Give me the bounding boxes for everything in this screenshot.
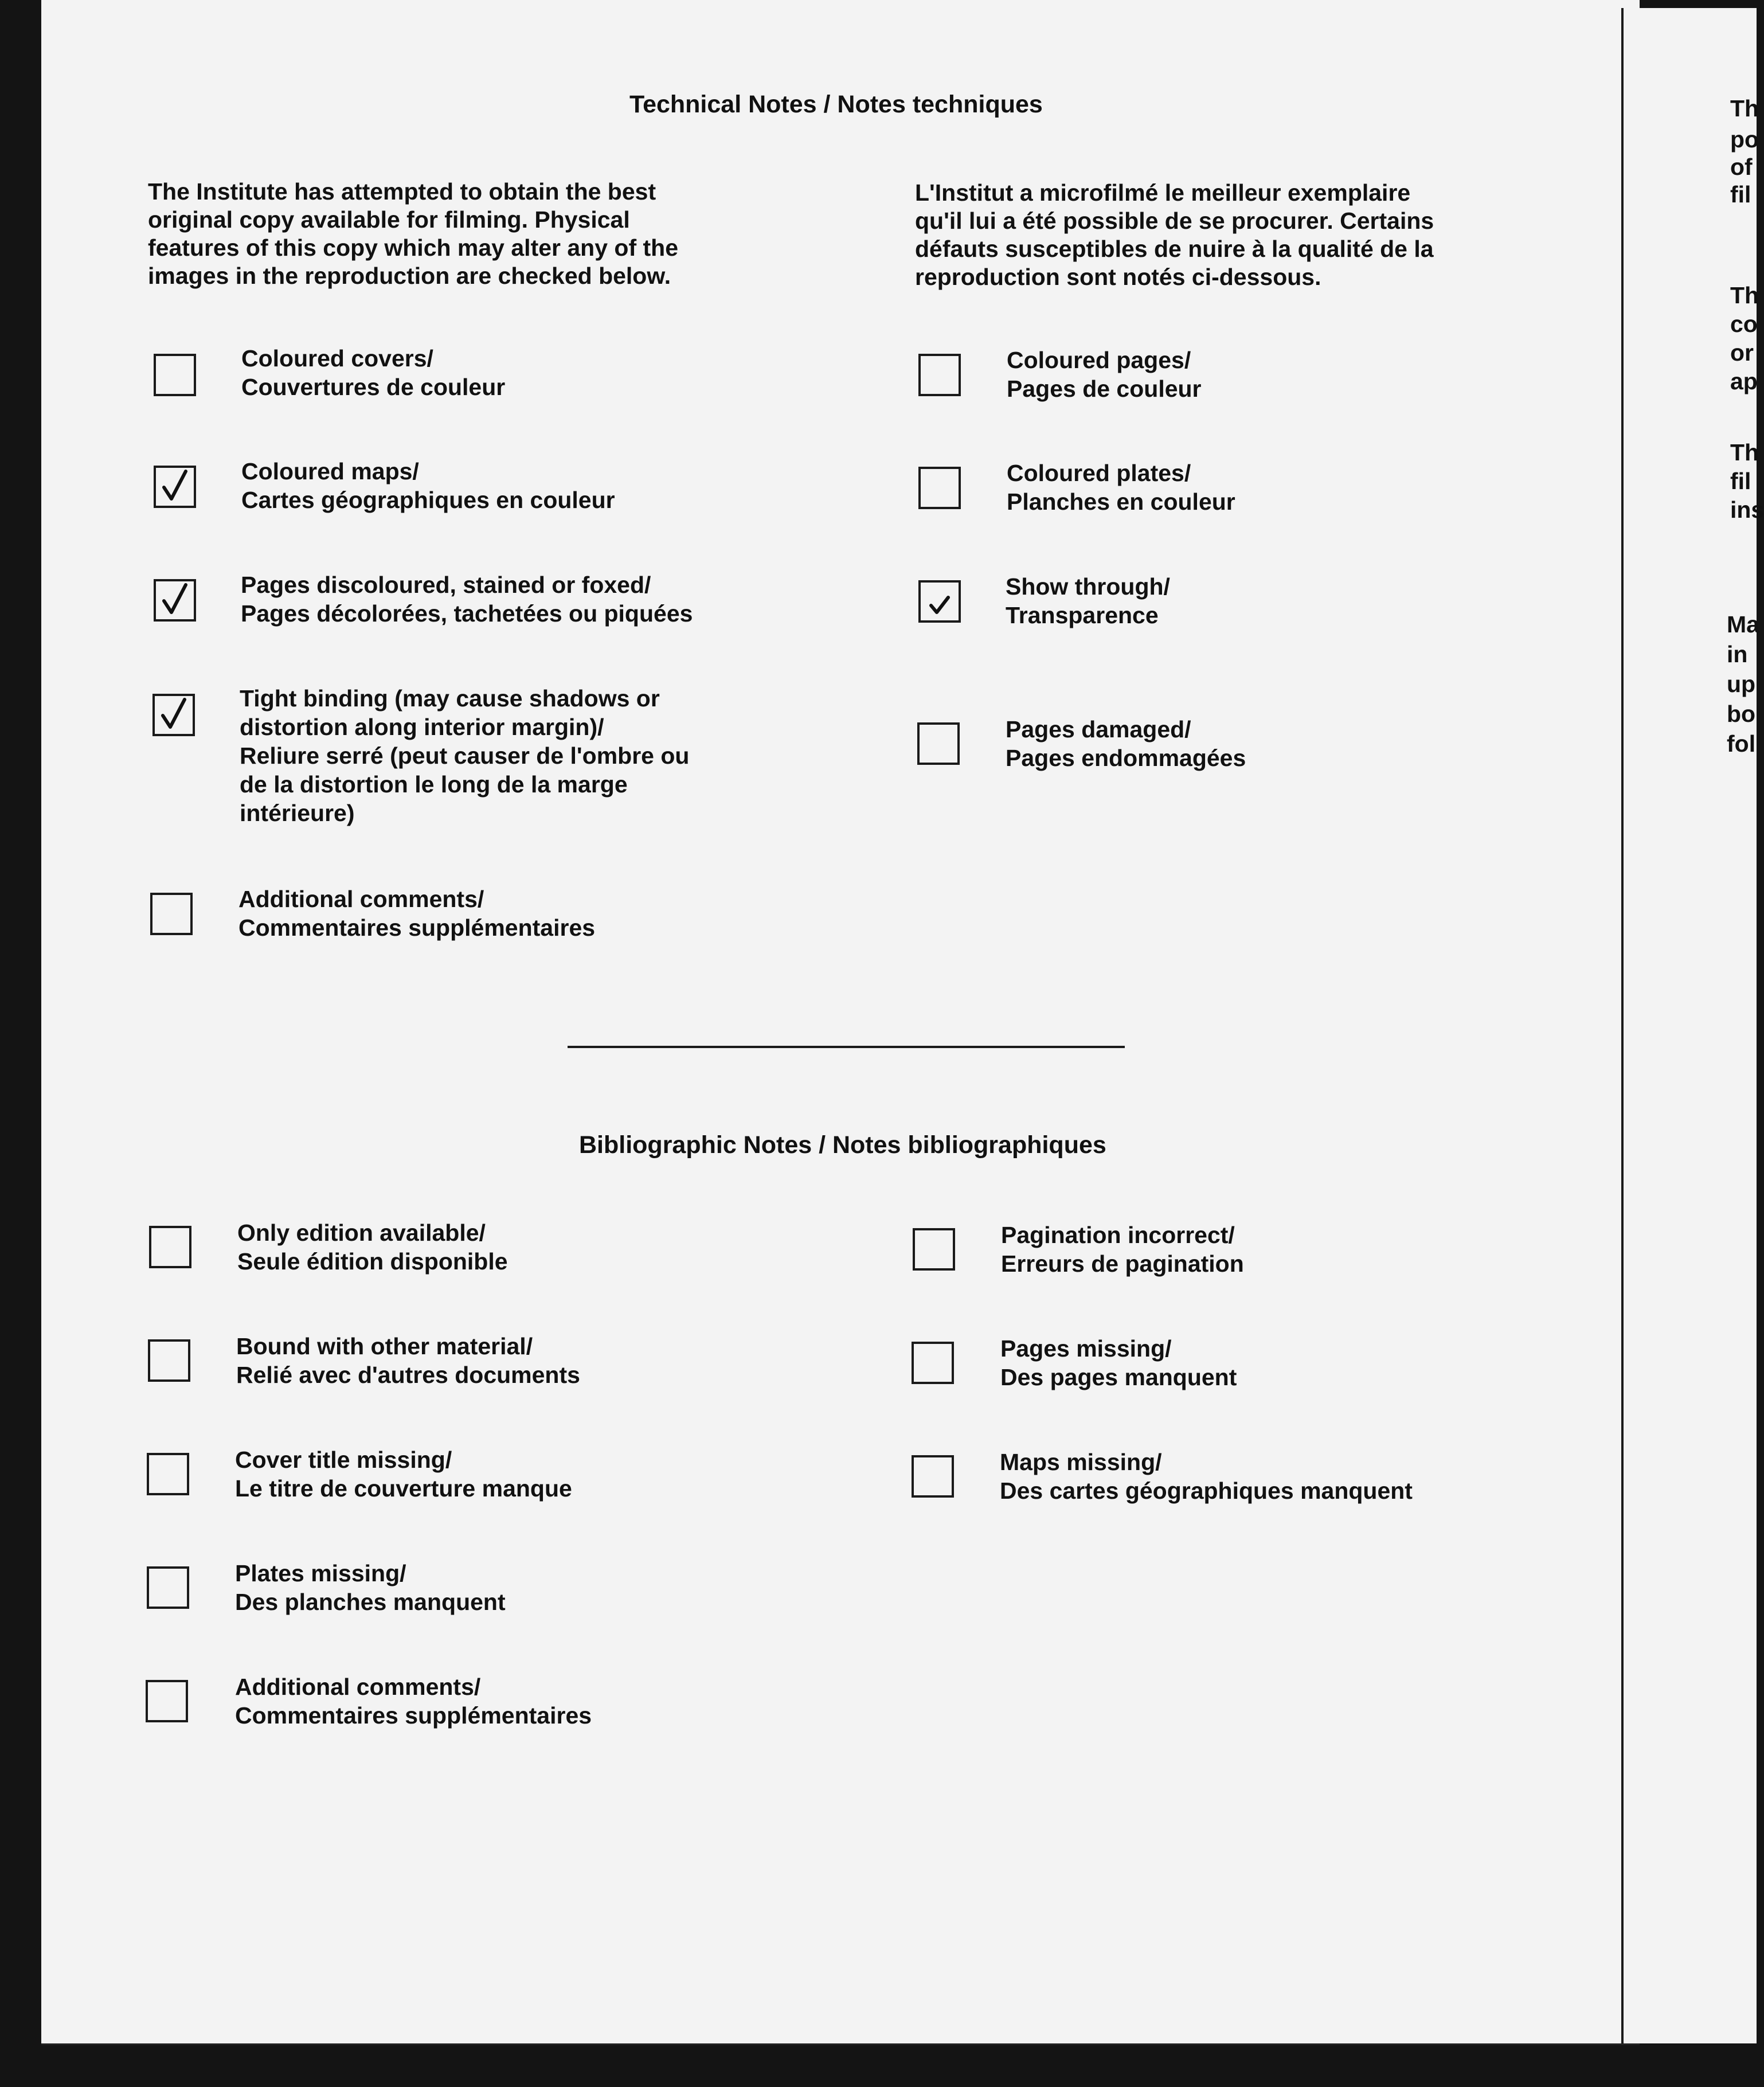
intro-line: original copy available for filming. Physical bbox=[148, 206, 630, 233]
edge-fragment: Th bbox=[1730, 282, 1759, 308]
item-label: Additional comments/ bbox=[235, 1674, 481, 1700]
edge-fragment: po bbox=[1730, 126, 1759, 153]
checkbox[interactable] bbox=[912, 1342, 954, 1384]
item-label: Coloured plates/ bbox=[1007, 460, 1191, 486]
item-label: Des pages manquent bbox=[1000, 1364, 1237, 1390]
item-label: Coloured pages/ bbox=[1007, 347, 1191, 373]
edge-fragment: ap bbox=[1730, 368, 1758, 394]
intro-line: images in the reproduction are checked below. bbox=[148, 263, 671, 289]
checkmark-icon bbox=[921, 583, 959, 620]
checkbox-checked[interactable] bbox=[152, 694, 195, 736]
item-label: Coloured maps/ bbox=[241, 458, 419, 484]
item-label: Commentaires supplémentaires bbox=[238, 914, 596, 941]
bibliographic-notes-heading: Bibliographic Notes / Notes bibliographiques bbox=[579, 1131, 1106, 1159]
checkbox[interactable] bbox=[913, 1228, 955, 1271]
item-label: Coloured covers/ bbox=[241, 345, 433, 372]
item-label: Couvertures de couleur bbox=[241, 374, 506, 400]
edge-fragment: of bbox=[1730, 154, 1753, 180]
item-label: Maps missing/ bbox=[1000, 1449, 1162, 1475]
checkbox[interactable] bbox=[912, 1455, 954, 1498]
intro-line: reproduction sont notés ci-dessous. bbox=[915, 264, 1321, 290]
edge-fragment: fol bbox=[1727, 730, 1756, 757]
intro-line: The Institute has attempted to obtain the best bbox=[148, 178, 656, 205]
edge-fragment: fil bbox=[1730, 468, 1751, 494]
edge-fragment: fil bbox=[1730, 181, 1751, 208]
item-label: Pages missing/ bbox=[1000, 1335, 1172, 1362]
checkmark-icon bbox=[155, 696, 193, 734]
edge-fragment: Th bbox=[1730, 95, 1759, 122]
item-label: Le titre de couverture manque bbox=[235, 1475, 572, 1502]
item-label: Pages décolorées, tachetées ou piquées bbox=[241, 600, 693, 627]
item-label: Pages endommagées bbox=[1006, 745, 1246, 771]
edge-fragment: ins bbox=[1730, 497, 1764, 523]
item-label: intérieure) bbox=[240, 800, 355, 826]
intro-line: défauts susceptibles de nuire à la qualité de la bbox=[915, 236, 1434, 262]
checkmark-icon bbox=[156, 581, 194, 619]
item-label: Commentaires supplémentaires bbox=[235, 1702, 592, 1729]
item-label: Bound with other material/ bbox=[236, 1333, 533, 1359]
checkbox[interactable] bbox=[154, 354, 196, 396]
checkbox-checked[interactable] bbox=[154, 466, 196, 508]
edge-fragment: bo bbox=[1727, 701, 1756, 727]
checkbox[interactable] bbox=[146, 1680, 188, 1722]
item-label: Seule édition disponible bbox=[237, 1248, 508, 1275]
checkbox[interactable] bbox=[147, 1453, 189, 1495]
edge-fragment: or bbox=[1730, 339, 1754, 366]
checkbox-checked[interactable] bbox=[154, 579, 196, 622]
checkbox-checked[interactable] bbox=[918, 580, 961, 623]
intro-line: L'Institut a microfilmé le meilleur exemplaire bbox=[915, 179, 1411, 206]
section-divider bbox=[568, 1046, 1125, 1048]
item-label: de la distortion le long de la marge bbox=[240, 771, 628, 798]
edge-fragment: Th bbox=[1730, 439, 1759, 466]
item-label: Planches en couleur bbox=[1007, 488, 1235, 515]
checkbox[interactable] bbox=[148, 1339, 190, 1382]
checkbox[interactable] bbox=[918, 467, 961, 509]
checkbox[interactable] bbox=[147, 1566, 189, 1609]
item-label: Des cartes géographiques manquent bbox=[1000, 1478, 1413, 1504]
technical-notes-heading: Technical Notes / Notes techniques bbox=[629, 91, 1043, 118]
item-label: Pagination incorrect/ bbox=[1001, 1222, 1235, 1248]
item-label: Pages damaged/ bbox=[1006, 716, 1191, 742]
intro-line: qu'il lui a été possible de se procurer. Certains bbox=[915, 208, 1434, 234]
checkbox[interactable] bbox=[917, 722, 960, 765]
item-label: distortion along interior margin)/ bbox=[240, 714, 604, 740]
edge-fragment: Ma bbox=[1727, 611, 1759, 638]
item-label: Additional comments/ bbox=[238, 886, 484, 912]
item-label: Only edition available/ bbox=[237, 1220, 486, 1246]
item-label: Des planches manquent bbox=[235, 1589, 506, 1615]
item-label: Transparence bbox=[1006, 602, 1159, 628]
item-label: Pages de couleur bbox=[1007, 376, 1202, 402]
edge-fragment: in bbox=[1727, 641, 1748, 667]
item-label: Plates missing/ bbox=[235, 1560, 406, 1586]
checkbox[interactable] bbox=[918, 354, 961, 396]
item-label: Pages discoloured, stained or foxed/ bbox=[241, 572, 651, 598]
item-label: Cartes géographiques en couleur bbox=[241, 487, 615, 513]
checkbox[interactable] bbox=[150, 893, 193, 935]
edge-fragment: up bbox=[1727, 671, 1756, 697]
item-label: Relié avec d'autres documents bbox=[236, 1362, 580, 1388]
notes-sheet bbox=[41, 0, 1640, 2045]
checkmark-icon bbox=[156, 468, 194, 506]
edge-fragment: co bbox=[1730, 311, 1758, 337]
checkbox[interactable] bbox=[149, 1226, 191, 1268]
item-label: Cover title missing/ bbox=[235, 1447, 452, 1473]
item-label: Reliure serré (peut causer de l'ombre ou bbox=[240, 742, 690, 769]
item-label: Tight binding (may cause shadows or bbox=[240, 685, 660, 712]
item-label: Erreurs de pagination bbox=[1001, 1250, 1244, 1277]
item-label: Show through/ bbox=[1006, 573, 1170, 600]
intro-line: features of this copy which may alter any of the bbox=[148, 235, 679, 261]
